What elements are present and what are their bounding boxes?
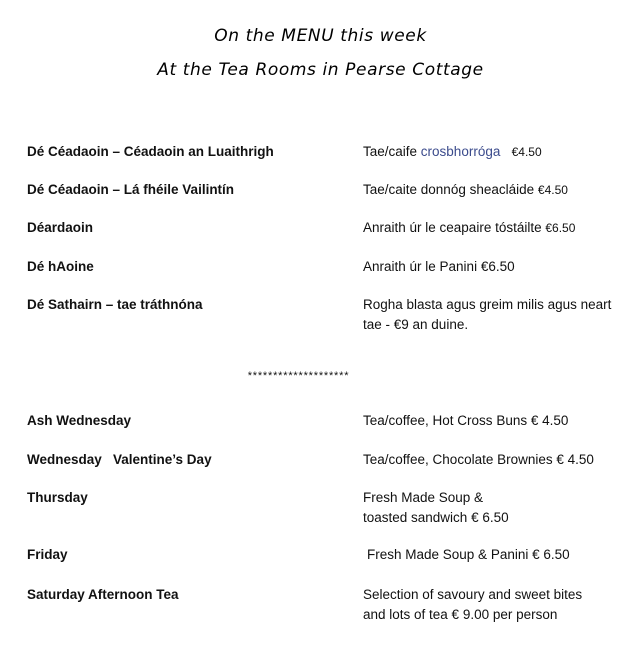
menu-item-desc: Tae/caite donnóg sheacláide xyxy=(363,182,538,197)
menu-day-label: Ash Wednesday xyxy=(27,413,132,428)
menu-item-prefix: Tae/caife xyxy=(363,144,421,159)
menu-item-text: Tea/coffee, Chocolate Brownies € 4.50 xyxy=(363,452,594,467)
menu-subtitle: At the Tea Rooms in Pearse Cottage xyxy=(157,60,484,80)
menu-item-desc: Anraith úr le ceapaire tóstáilte xyxy=(363,220,546,235)
menu-day-label: Thursday xyxy=(27,490,88,505)
menu-item-text: Rogha blasta agus greim milis agus neart tae - €9 an duine. xyxy=(363,297,612,332)
menu-day-label: Dé Céadaoin – Céadaoin an Luaithrigh xyxy=(27,144,274,159)
menu-item-text: Selection of savoury and sweet bites and lots of tea € 9.00 per person xyxy=(363,587,583,622)
section-divider: ******************** xyxy=(247,370,350,382)
menu-item-text: Tea/coffee, Hot Cross Buns € 4.50 xyxy=(363,413,569,428)
menu-day-label: Wednesday Valentine’s Day xyxy=(27,452,212,467)
menu-item-text: Fresh Made Soup & Panini € 6.50 xyxy=(367,547,570,562)
menu-item-price: €6.50 xyxy=(545,221,576,235)
menu-item-price: €4.50 xyxy=(511,145,542,159)
menu-title: On the MENU this week xyxy=(214,26,427,46)
menu-day-label: Dé hAoine xyxy=(27,259,94,274)
menu-day-label: Dé Sathairn – tae tráthnóna xyxy=(27,297,203,312)
menu-day-label: Friday xyxy=(27,547,68,562)
menu-day-label: Dé Céadaoin – Lá fhéile Vailintín xyxy=(27,182,235,197)
menu-item-text xyxy=(363,218,625,238)
menu-item-text: Anraith úr le Panini €6.50 xyxy=(363,259,515,274)
menu-item-text: Fresh Made Soup & toasted sandwich € 6.50 xyxy=(363,490,509,525)
menu-item-text xyxy=(363,180,625,200)
menu-item-price: €4.50 xyxy=(537,183,568,197)
menu-item-text xyxy=(363,142,625,162)
menu-day-label: Saturday Afternoon Tea xyxy=(27,587,179,602)
menu-day-label: Déardaoin xyxy=(27,220,94,235)
menu-item-highlight: crosbhorróga xyxy=(420,144,501,159)
